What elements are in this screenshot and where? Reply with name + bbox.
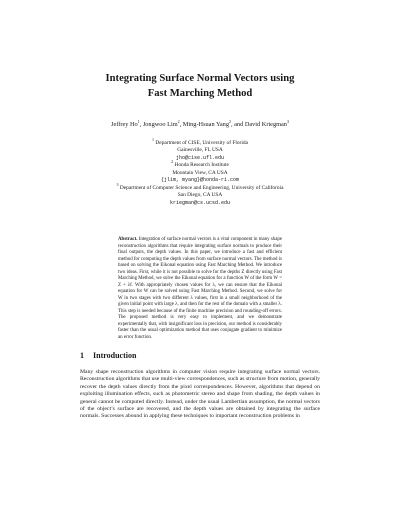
abstract-text: Integration of surface normal vectors is a vital component in many shape reconstruction algorithms that require integrating surface normals to produce their final outputs, the depth values. In this paper, we introduce a fast and efficient method for computing the depth values from surface normal vectors. The method is based on solving the Eikonal equation using Fast Marching Method. We introduce two ideas. First, while it is not possible to solve for the depths Z directly using Fast Marching Method, we solve the Eikonal equation for a function W of the form W = Z + λf. With appropriately chosen values for λ, we can ensure that the Eikonal equation for W can be solved using Fast Marching Method. Second, we solve for W in two stages with two different λ values, first in a small neighborhood of the given initial point with large λ, and then for the rest of the domain with a smaller λ. This step is needed because of the finite machine precision and rounding-off errors. The proposed method is very easy to implement, and we demonstrate experimentally that, with insignificant loss in precision, our method is considerably faster than the usual optimization method that uses conjugate gradient to minimize an error function. — [118, 237, 282, 340]
intro-paragraph: Many shape reconstruction algorithms in computer vision require integrating surface normal vectors. Reconstruction algorithms that use multi-view correspondences, such as structure from motion, generally recover the depth values directly from the pixel correspondences. However, algorithms that depend on exploiting illumination effects, such as photometric stereo and shape from shading, the depth values in general cannot be computed directly. Instead, under the usual Lambertian assumption, the normal vectors of the object’s surface are recovered, and the depth values are obtained by integrating the surface normals. Successes abound in applying these techniques to important reconstruction problems in — [80, 369, 320, 420]
affil-mark: 1 — [152, 137, 155, 143]
affil-line: San Diego, CA USA — [177, 192, 223, 199]
author-affil-mark: 2 — [177, 118, 180, 124]
section-number: 1 — [80, 351, 84, 360]
affiliations — [50, 137, 350, 207]
affil-mark: 2 — [171, 159, 174, 165]
affiliation-block — [50, 137, 350, 162]
affil-mark: 3 — [116, 182, 119, 188]
affil-email: kriegman@cs.ucsd.edu — [169, 199, 230, 206]
author-separator: , — [139, 121, 143, 128]
affiliation-block — [50, 159, 350, 184]
affil-line: Honda Research Institute — [174, 162, 229, 169]
author-name: David Kriegman — [244, 121, 287, 128]
affil-line: Department of CISE, University of Florida — [155, 140, 248, 146]
author-affil-mark: 1 — [137, 118, 140, 124]
affil-line: Mountain View, CA USA — [172, 169, 228, 176]
title-line-1: Integrating Surface Normal Vectors using — [105, 73, 295, 84]
affil-line: Gainesville, FL USA — [177, 147, 223, 154]
author-affil-mark: 2 — [228, 118, 231, 124]
affil-email: jho@cise.ufl.edu — [175, 154, 224, 161]
author-list — [0, 118, 400, 129]
paper-title — [0, 71, 400, 101]
author-name: Ming-Hsuan Yang — [182, 121, 229, 128]
section-title: Introduction — [93, 351, 137, 360]
author-affil-mark: 3 — [286, 118, 289, 124]
title-line-2: Fast Marching Method — [147, 88, 253, 99]
affil-email: {jlim, myang}@honda-ri.com — [160, 177, 239, 184]
abstract — [118, 237, 282, 341]
abstract-label: Abstract. — [118, 237, 138, 242]
author-name: Jongwoo Lim — [142, 121, 178, 128]
author-separator: , — [179, 121, 183, 128]
affiliation-block — [50, 182, 350, 207]
affil-line: Department of Computer Science and Engineering, University of California — [119, 184, 284, 191]
author-separator: , and — [230, 121, 245, 128]
author-name: Jeffrey Ho — [111, 121, 138, 128]
section-heading — [80, 351, 136, 360]
